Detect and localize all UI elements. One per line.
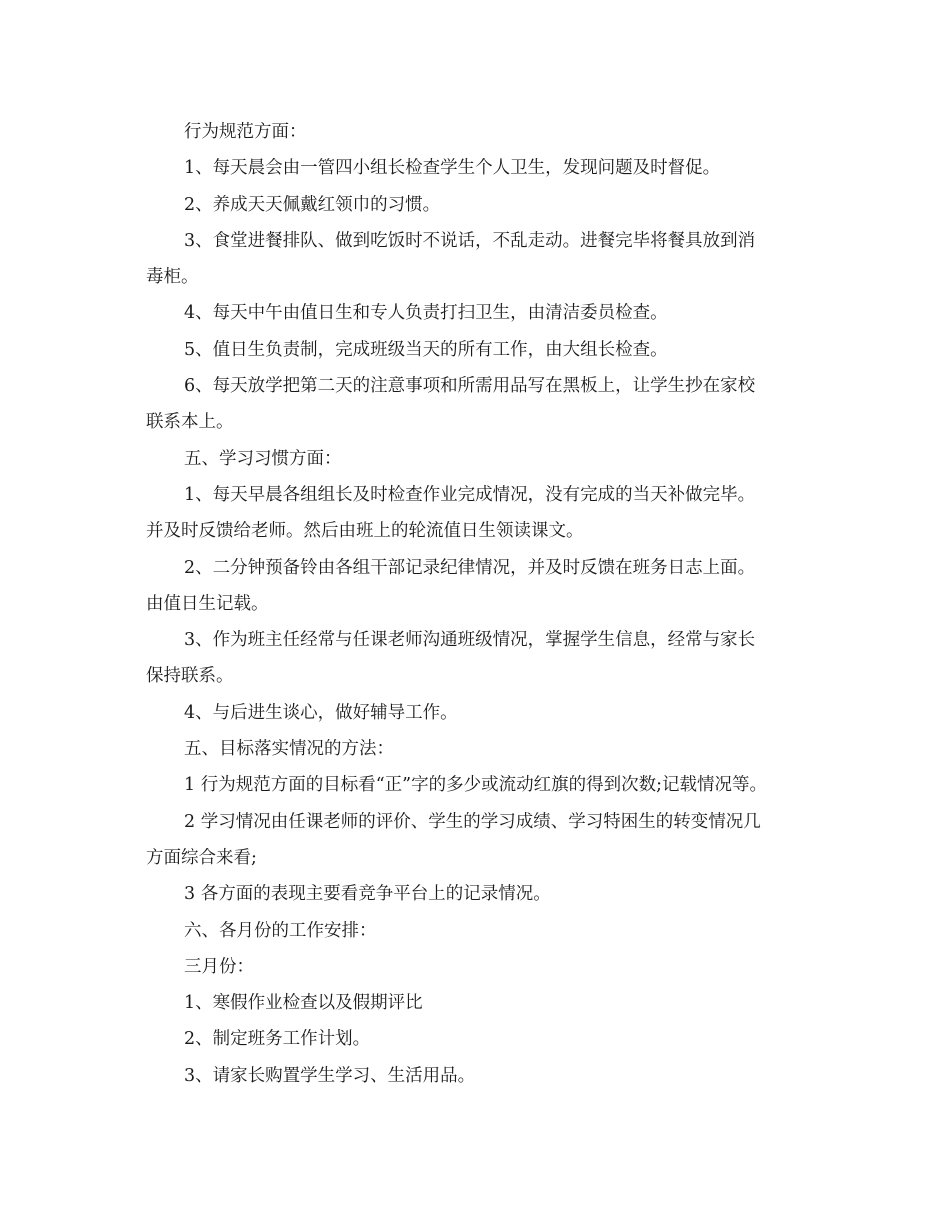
section-heading-monthly-plan: 六、各月份的工作安排： <box>184 920 377 941</box>
subheading-march: 三月份： <box>184 956 254 977</box>
paragraph-line: 1 行为规范方面的目标看“正”字的多少或流动红旗的得到次数;记载情况等。 <box>184 775 767 796</box>
paragraph-line: 6、每天放学把第二天的注意事项和所需用品写在黑板上，让学生抄在家校 <box>184 376 756 397</box>
paragraph-line: 4、每天中午由值日生和专人负责打扫卫生，由清洁委员检查。 <box>184 303 668 324</box>
paragraph-continuation-line: 联系本上。 <box>146 412 234 433</box>
section-heading-goal-methods: 五、目标落实情况的方法： <box>184 739 394 760</box>
paragraph-continuation-line: 保持联系。 <box>146 666 234 687</box>
paragraph-line: 1、每天晨会由一管四小组长检查学生个人卫生，发现问题及时督促。 <box>184 158 721 179</box>
paragraph-continuation-line: 毒柜。 <box>146 267 199 288</box>
section-heading-behavior: 行为规范方面： <box>184 122 307 142</box>
paragraph-line: 1、每天早晨各组组长及时检查作业完成情况，没有完成的当天补做完毕。 <box>184 484 756 505</box>
paragraph-continuation-line: 并及时反馈给老师。然后由班上的轮流值日生领读课文。 <box>146 521 584 542</box>
paragraph-line: 3、作为班主任经常与任课老师沟通班级情况，掌握学生信息，经常与家长 <box>184 630 756 651</box>
list-item: 3、请家长购置学生学习、生活用品。 <box>184 1065 476 1086</box>
document-body <box>146 114 826 1094</box>
paragraph-line: 2 学习情况由任课老师的评价、学生的学习成绩、学习特困生的转变情况几 <box>184 811 761 832</box>
paragraph-continuation-line: 由值日生记载。 <box>146 593 269 614</box>
paragraph-line: 4、与后进生谈心，做好辅导工作。 <box>184 702 458 723</box>
paragraph-line: 5、值日生负责制，完成班级当天的所有工作，由大组长检查。 <box>184 339 668 360</box>
paragraph-line: 3、食堂进餐排队、做到吃饭时不说话，不乱走动。进餐完毕将餐具放到消 <box>184 230 756 251</box>
section-heading-study-habits: 五、学习习惯方面： <box>184 448 342 469</box>
paragraph-line: 2、二分钟预备铃由各组干部记录纪律情况，并及时反馈在班务日志上面。 <box>184 557 756 578</box>
list-item: 2、制定班务工作计划。 <box>184 1029 371 1050</box>
paragraph-line: 3 各方面的表现主要看竞争平台上的记录情况。 <box>184 884 551 905</box>
list-item: 1、寒假作业检查以及假期评比 <box>184 993 423 1014</box>
paragraph-continuation-line: 方面综合来看; <box>146 847 257 868</box>
paragraph-line: 2、养成天天佩戴红领巾的习惯。 <box>184 194 441 215</box>
